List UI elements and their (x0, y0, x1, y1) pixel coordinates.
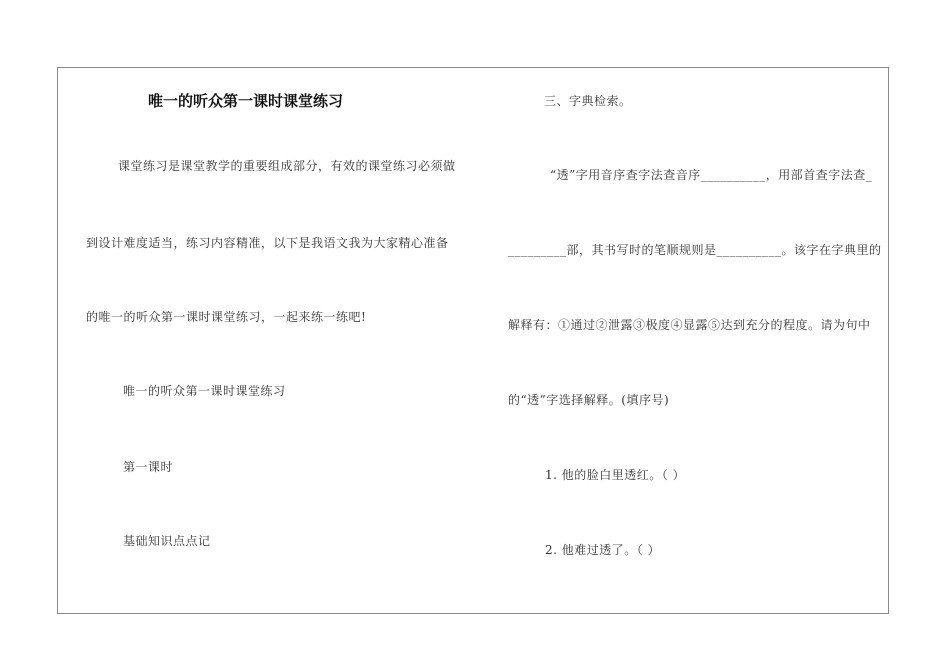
lesson-label: 第一课时 (123, 460, 174, 474)
question-2: 2. 他难过透了。（ ） (545, 543, 661, 557)
document-title: 唯一的听众第一课时课堂练习 (148, 92, 344, 110)
dictionary-para-line-2: _________部，其书写时的笔顺规则是__________。该字在字典里的 (508, 243, 882, 257)
subtitle: 唯一的听众第一课时课堂练习 (123, 384, 286, 398)
question-1: 1. 他的脸白里透红。（ ） (545, 468, 686, 482)
intro-line-3: 的唯一的听众第一课时课堂练习，一起来练一练吧! (86, 310, 367, 324)
dictionary-heading: 三、字典检索。 (544, 94, 632, 108)
section-heading: 基础知识点点记 (123, 534, 211, 548)
intro-line-2: 到设计难度适当，练习内容精准，以下是我语文我为大家精心准备 (86, 236, 449, 250)
dictionary-para-line-1: “透”字用音序查字法查音序__________，用部首查字法查_ (550, 168, 873, 182)
page-frame (57, 67, 889, 614)
dictionary-para-line-4: 的“透”字选择解释。(填序号) (508, 393, 670, 407)
dictionary-para-line-3: 解释有：①通过②泄露③极度④显露⑤达到充分的程度。请为句中 (508, 318, 871, 332)
intro-line-1: 课堂练习是课堂教学的重要组成部分，有效的课堂练习必须做 (118, 159, 456, 173)
